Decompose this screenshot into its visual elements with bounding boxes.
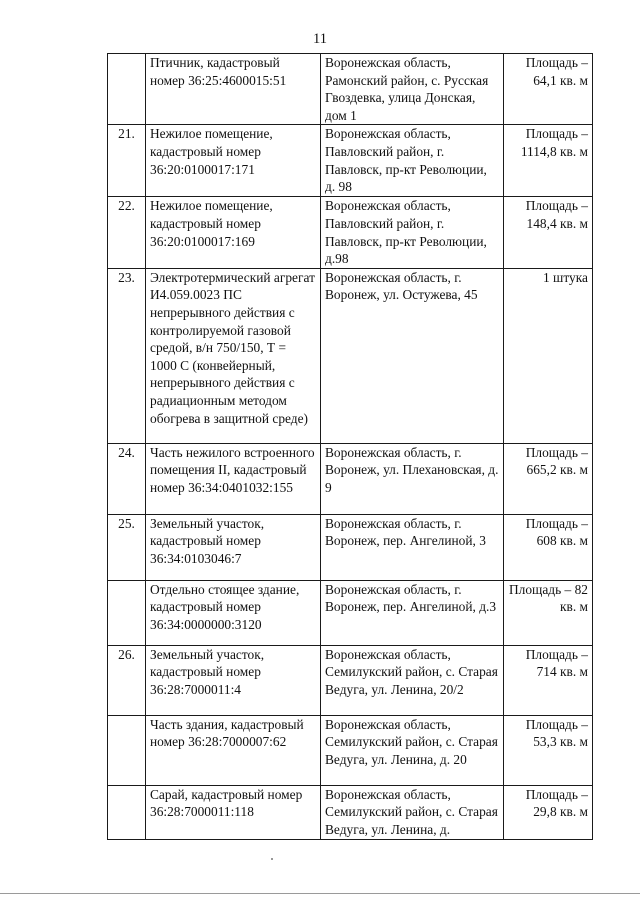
object-name: Нежилое помещение, кадастровый номер 36:20:0100017:171 [146, 125, 321, 197]
table-row [108, 443, 593, 514]
object-address: Воронежская область, Павловский район, г. Павловск, пр-кт Революции, д.98 [321, 197, 504, 268]
object-name: Отдельно стоящее здание, кадастровый номер 36:34:0000000:3120 [146, 580, 321, 645]
object-quantity: Площадь – 714 кв. м [504, 645, 593, 715]
object-name: Нежилое помещение, кадастровый номер 36:20:0100017:169 [146, 197, 321, 268]
object-address: Воронежская область, Семилукский район, с. Старая Ведуга, ул. Ленина, 20/2 [321, 645, 504, 715]
object-quantity: Площадь – 64,1 кв. м [504, 54, 593, 125]
table-row [108, 645, 593, 715]
object-address: Воронежская область, г. Воронеж, пер. Ангелиной, 3 [321, 514, 504, 580]
object-name: Электротермический агрегат И4.059.0023 ПС непрерывного действия с контролируемой газовой средой, в/н 750/150, Т = 1000 С (конвейерный, непрерывного действия с радиационным методом обогрева в защитной среде) [146, 268, 321, 443]
table-row [108, 197, 593, 268]
object-quantity: Площадь – 608 кв. м [504, 514, 593, 580]
object-name: Часть здания, кадастровый номер 36:28:7000007:62 [146, 715, 321, 785]
object-quantity: Площадь – 29,8 кв. м [504, 785, 593, 839]
object-address: Воронежская область, Семилукский район, с. Старая Ведуга, ул. Ленина, д. 20 [321, 715, 504, 785]
table-row [108, 715, 593, 785]
row-number [108, 715, 146, 785]
table-row [108, 54, 593, 125]
table-row [108, 125, 593, 197]
object-address: Воронежская область, Семилукский район, с. Старая Ведуга, ул. Ленина, д. [321, 785, 504, 839]
table-row [108, 268, 593, 443]
row-number [108, 54, 146, 125]
table-row [108, 580, 593, 645]
object-quantity: Площадь – 148,4 кв. м [504, 197, 593, 268]
object-name: Часть нежилого встроенного помещения II, кадастровый номер 36:34:0401032:155 [146, 443, 321, 514]
object-name: Сарай, кадастровый номер 36:28:7000011:118 [146, 785, 321, 839]
object-address: Воронежская область, г. Воронеж, ул. Плехановская, д. 9 [321, 443, 504, 514]
object-quantity: Площадь – 665,2 кв. м [504, 443, 593, 514]
object-address: Воронежская область, Павловский район, г. Павловск, пр-кт Революции, д. 98 [321, 125, 504, 197]
row-number: 23. [108, 268, 146, 443]
row-number [108, 785, 146, 839]
page-number: 11 [313, 31, 327, 47]
property-table [107, 53, 593, 840]
table-row [108, 514, 593, 580]
object-quantity: 1 штука [504, 268, 593, 443]
row-number: 21. [108, 125, 146, 197]
row-number: 25. [108, 514, 146, 580]
object-address: Воронежская область, Рамонский район, с. Русская Гвоздевка, улица Донская, дом 1 [321, 54, 504, 125]
object-address: Воронежская область, г. Воронеж, ул. Остужева, 45 [321, 268, 504, 443]
object-quantity: Площадь – 1114,8 кв. м [504, 125, 593, 197]
object-quantity: Площадь – 53,3 кв. м [504, 715, 593, 785]
page-bottom-rule [0, 893, 640, 894]
object-quantity: Площадь – 82 кв. м [504, 580, 593, 645]
object-address: Воронежская область, г. Воронеж, пер. Ангелиной, д.3 [321, 580, 504, 645]
row-number [108, 580, 146, 645]
row-number: 24. [108, 443, 146, 514]
object-name: Птичник, кадастровый номер 36:25:4600015:51 [146, 54, 321, 125]
object-name: Земельный участок, кадастровый номер 36:34:0103046:7 [146, 514, 321, 580]
table-row [108, 785, 593, 839]
scan-speck [271, 858, 273, 860]
object-name: Земельный участок, кадастровый номер 36:28:7000011:4 [146, 645, 321, 715]
row-number: 26. [108, 645, 146, 715]
row-number: 22. [108, 197, 146, 268]
